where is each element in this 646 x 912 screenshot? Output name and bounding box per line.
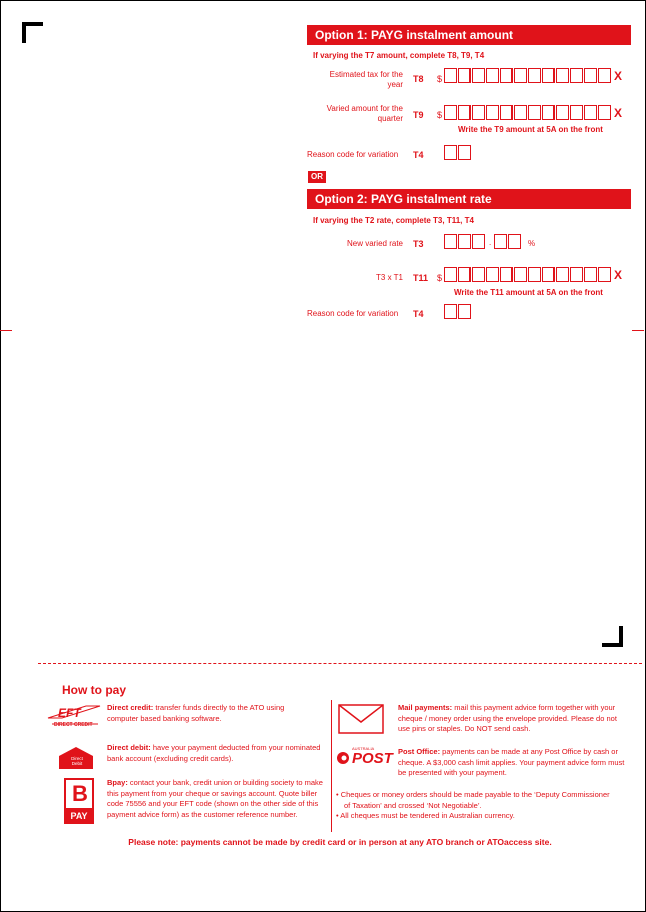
- digit-box[interactable]: [542, 68, 555, 83]
- digit-box[interactable]: [472, 234, 485, 249]
- cut-line: [38, 663, 642, 664]
- option1-header: Option 1: PAYG instalment amount: [307, 25, 631, 45]
- eft-logo-text: EFT: [58, 706, 81, 720]
- direct-credit-text: Direct credit: transfer funds directly to the ATO using computer based banking software.: [107, 703, 285, 723]
- digit-box[interactable]: [500, 68, 513, 83]
- digit-box[interactable]: [472, 267, 485, 282]
- digit-box[interactable]: [528, 68, 541, 83]
- t11-code: T11: [413, 273, 429, 283]
- fold-mark-left: [0, 330, 12, 331]
- mail-payments-text: Mail payments: mail this payment advice form together with your cheque / money order using the envelope provided. Please do not use pins or staples. Do NOT send cash.: [398, 703, 617, 733]
- t9-cents-cross-icon: X: [614, 106, 623, 120]
- digit-box[interactable]: [472, 68, 485, 83]
- t3-rate-decimal-field[interactable]: [494, 234, 524, 251]
- digit-box[interactable]: [584, 267, 597, 282]
- digit-box[interactable]: [514, 267, 527, 282]
- crop-mark-top-left: [22, 22, 43, 43]
- digit-box[interactable]: [444, 234, 457, 249]
- digit-box[interactable]: [444, 267, 457, 282]
- digit-box[interactable]: [556, 105, 569, 120]
- digit-box[interactable]: [472, 105, 485, 120]
- digit-box[interactable]: [528, 267, 541, 282]
- digit-box[interactable]: [458, 234, 471, 249]
- option2-reason-code: T4: [413, 309, 424, 319]
- digit-box[interactable]: [444, 105, 457, 120]
- digit-box[interactable]: [514, 68, 527, 83]
- t9-dollar-sign: $: [437, 110, 443, 120]
- digit-box[interactable]: [458, 304, 471, 319]
- option1-reason-code: T4: [413, 150, 424, 160]
- digit-box[interactable]: [458, 68, 471, 83]
- t3-label: New varied rate: [346, 239, 403, 248]
- digit-box[interactable]: [486, 105, 499, 120]
- t9-amount-field[interactable]: [444, 105, 614, 122]
- option1-reason-field[interactable]: [444, 145, 474, 162]
- digit-box[interactable]: [486, 68, 499, 83]
- option1-reason-label: Reason code for variation: [307, 150, 399, 159]
- option2-header: Option 2: PAYG instalment rate: [307, 189, 631, 209]
- digit-box[interactable]: [542, 267, 555, 282]
- eft-logo: [46, 700, 102, 730]
- or-label: OR: [308, 171, 326, 183]
- t3-decimal-point: .: [489, 238, 492, 247]
- t11-cents-cross-icon: X: [614, 268, 623, 282]
- envelope-icon: [338, 704, 384, 734]
- cheque-bullet-2: • All cheques must be tendered in Australian currency.: [336, 811, 515, 820]
- t11-dollar-sign: $: [437, 273, 443, 283]
- digit-box[interactable]: [500, 267, 513, 282]
- digit-box[interactable]: [598, 68, 611, 83]
- t9-code: T9: [413, 110, 424, 120]
- t8-cents-cross-icon: X: [614, 69, 623, 83]
- crop-mark-bottom-right: [602, 626, 623, 647]
- cheque-bullet-1: • Cheques or money orders should be made payable to the ‘Deputy Commissioner of Taxation’ and crossed ‘Not Negotiable’.: [336, 790, 610, 810]
- eft-logo-sub: DIRECT CREDIT: [54, 722, 93, 728]
- digit-box[interactable]: [528, 105, 541, 120]
- bpay-logo: [64, 778, 94, 824]
- digit-box[interactable]: [584, 105, 597, 120]
- australia-post-symbol-icon: [336, 750, 350, 766]
- payment-footer-note: Please note: payments cannot be made by credit card or in person at any ATO branch or ATOaccess site.: [128, 837, 552, 847]
- australia-post-logo-small: AUSTRALIA: [352, 746, 375, 751]
- bpay-logo-pay: PAY: [64, 808, 94, 824]
- digit-box[interactable]: [444, 145, 457, 160]
- digit-box[interactable]: [598, 267, 611, 282]
- post-office-text: Post Office: payments can be made at any Post Office by cash or cheque. A $3,000 cash limit applies. Your payment advice form must be presented with your payment.: [398, 747, 625, 777]
- t9-note: Write the T9 amount at 5A on the front: [458, 125, 603, 134]
- option2-reason-field[interactable]: [444, 304, 474, 321]
- fold-mark-right: [632, 330, 644, 331]
- digit-box[interactable]: [570, 267, 583, 282]
- digit-box[interactable]: [598, 105, 611, 120]
- t11-note: Write the T11 amount at 5A on the front: [454, 288, 603, 297]
- bpay-text: Bpay: contact your bank, credit union or building society to make this payment from your cheque or savings account. Quote biller code 75556 and your EFT code (shown on the other side of this payment advice form) as the customer reference number.: [107, 778, 323, 819]
- option2-instruction: If varying the T2 rate, complete T3, T11, T4: [313, 216, 474, 225]
- t9-label: Varied amount for the quarter: [326, 104, 403, 123]
- direct-debit-logo-text: Direct Debit: [71, 756, 83, 766]
- t8-amount-field[interactable]: [444, 68, 614, 85]
- digit-box[interactable]: [444, 68, 457, 83]
- digit-box[interactable]: [556, 267, 569, 282]
- australia-post-logo: [336, 746, 396, 768]
- digit-box[interactable]: [494, 234, 507, 249]
- t8-dollar-sign: $: [437, 74, 443, 84]
- digit-box[interactable]: [514, 105, 527, 120]
- digit-box[interactable]: [458, 267, 471, 282]
- digit-box[interactable]: [542, 105, 555, 120]
- digit-box[interactable]: [584, 68, 597, 83]
- option1-instruction: If varying the T7 amount, complete T8, T9, T4: [313, 51, 485, 60]
- digit-box[interactable]: [444, 304, 457, 319]
- digit-box[interactable]: [458, 145, 471, 160]
- t8-code: T8: [413, 74, 424, 84]
- how-to-pay-title: How to pay: [62, 683, 127, 697]
- direct-debit-text: Direct debit: have your payment deducted from your nominated bank account (excluding credit cards).: [107, 743, 321, 763]
- digit-box[interactable]: [556, 68, 569, 83]
- t8-label: Estimated tax for the year: [329, 70, 403, 89]
- t11-label: T3 x T1: [376, 273, 403, 282]
- digit-box[interactable]: [570, 105, 583, 120]
- digit-box[interactable]: [508, 234, 521, 249]
- t11-amount-field[interactable]: [444, 267, 614, 284]
- bpay-logo-b: B: [72, 781, 88, 806]
- cheque-bullets: [336, 790, 616, 822]
- direct-debit-logo: [58, 746, 94, 770]
- t3-percent-sign: %: [528, 239, 536, 248]
- digit-box[interactable]: [500, 105, 513, 120]
- australia-post-logo-text: POST: [352, 750, 393, 767]
- digit-box[interactable]: [570, 68, 583, 83]
- how-to-pay-divider: [331, 700, 332, 832]
- t3-rate-whole-field[interactable]: [444, 234, 492, 251]
- t3-code: T3: [413, 239, 424, 249]
- envelope-icon-graphic: [338, 704, 384, 734]
- digit-box[interactable]: [486, 267, 499, 282]
- option2-reason-label: Reason code for variation: [307, 309, 399, 318]
- digit-box[interactable]: [458, 105, 471, 120]
